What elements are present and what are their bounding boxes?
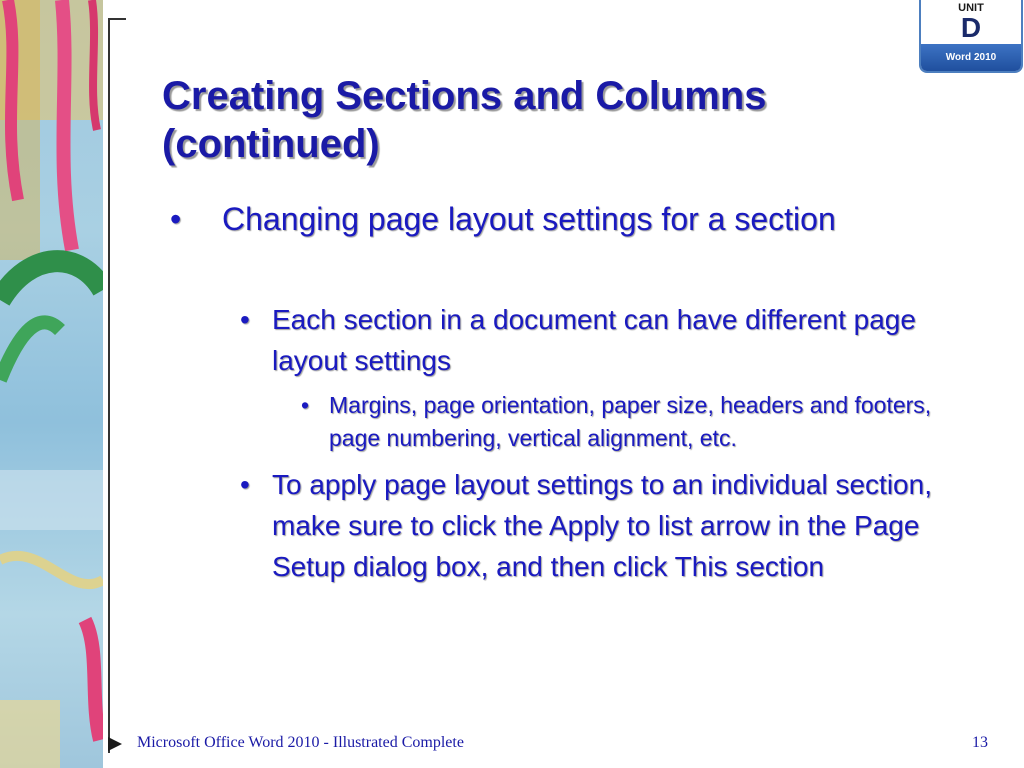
bullet-glyph: • (240, 469, 250, 500)
bullet-item-level2 (240, 299, 982, 381)
bullet-item-level2 (240, 464, 982, 587)
bullet-glyph: • (240, 304, 250, 335)
slide-title: Creating Sections and Columns (continued) (162, 74, 767, 166)
bullet-glyph: • (301, 392, 310, 418)
unit-product-label: Word 2010 (921, 44, 1021, 71)
unit-letter: D (960, 12, 982, 43)
bullet-item-level3 (301, 389, 979, 455)
decorative-art-strip (0, 0, 103, 768)
abstract-painting-graphic (0, 0, 103, 768)
page-number: 13 (972, 734, 988, 751)
unit-word: UNIT (958, 2, 984, 14)
bullet-text: Margins, page orientation, paper size, headers and footers, page numbering, vertical alignment, etc. (329, 392, 932, 451)
bullet-text: Changing page layout settings for a section (222, 201, 836, 237)
bullet-item-level1 (170, 196, 902, 242)
footer-arrow-icon (108, 737, 122, 751)
bullet-text: To apply page layout settings to an individual section, make sure to click the Apply to list arrow in the Page Setup dialog box, and then click This section (272, 469, 932, 582)
frame-divider-vertical (108, 18, 110, 753)
bullet-glyph: • (170, 201, 182, 237)
frame-divider-tick (108, 18, 126, 20)
bullet-text: Each section in a document can have different page layout settings (272, 304, 916, 376)
footer-text: Microsoft Office Word 2010 - Illustrated Complete (137, 734, 464, 751)
unit-badge (919, 0, 1023, 73)
